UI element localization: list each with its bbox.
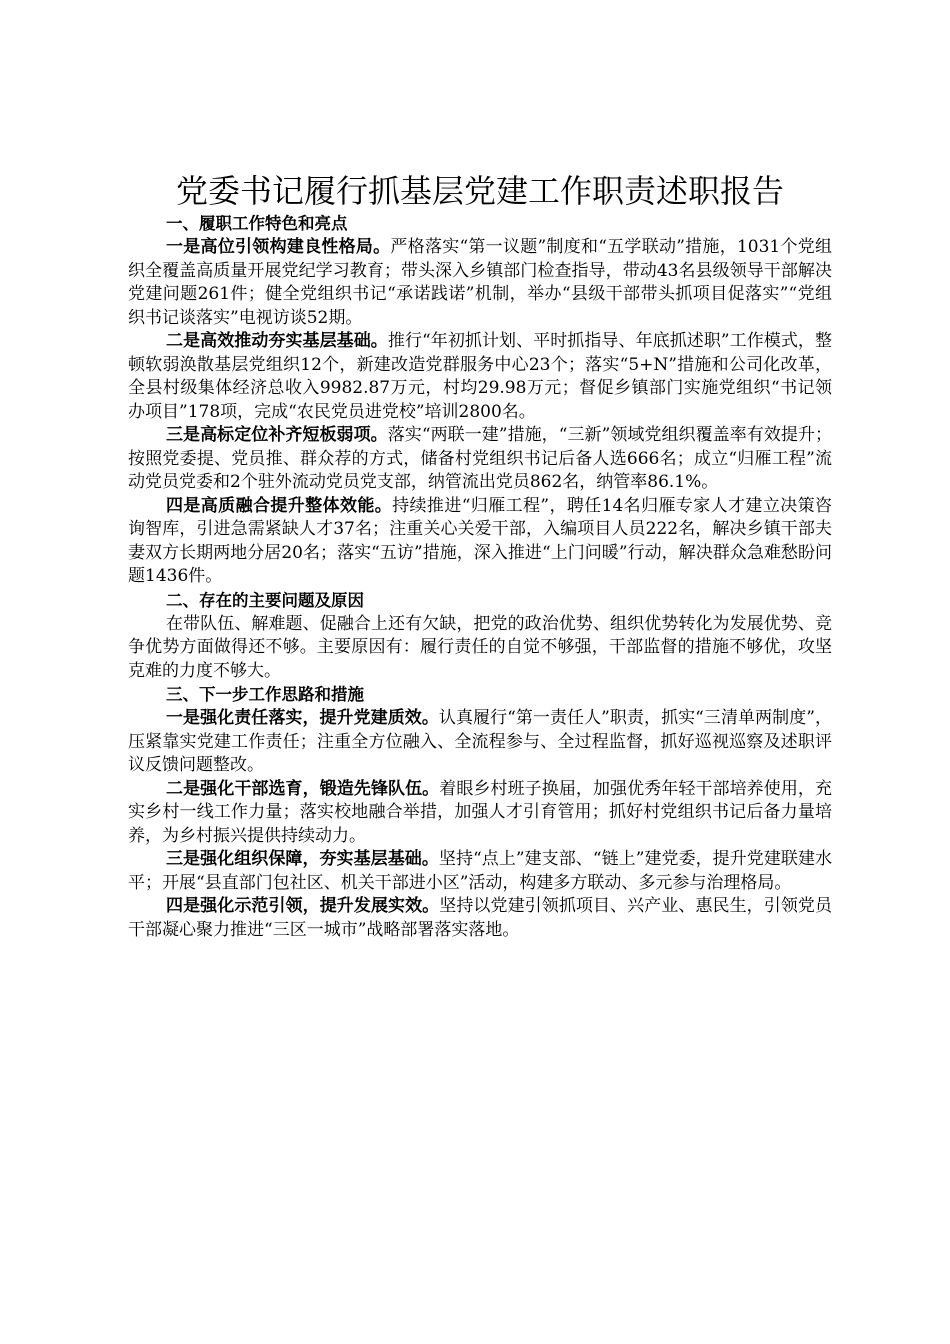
section-highlights — [128, 212, 832, 589]
paragraph-lead: 二是高效推动夯实基层基础。 — [166, 331, 388, 351]
paragraph-lead: 三是强化组织保障，夯实基层基础。 — [166, 849, 439, 869]
paragraph — [128, 424, 832, 495]
paragraph-text: 坚持“点上”建支部、“链上”建党委，提升党建联建水平；开展“县直部门包社区、机关干部进小区”活动，构建多方联动、多元参与治理格局。 — [128, 849, 833, 893]
section-heading: 一、履职工作特色和亮点 — [166, 214, 348, 233]
paragraph-lead: 三是高标定位补齐短板弱项。 — [166, 425, 388, 445]
paragraph — [128, 895, 832, 942]
paragraph-text: 在带队伍、解难题、促融合上还有欠缺，把党的政治优势、组织优势转化为发展优势、竞争优势方面做得还不够。主要原因有：履行责任的自觉不够强，干部监督的措施不够优，攻坚克难的力度不够大。 — [128, 613, 832, 681]
section-problems — [128, 589, 832, 684]
paragraph-lead: 二是强化干部选育，锻造先锋队伍。 — [166, 778, 440, 799]
paragraph — [128, 613, 832, 684]
section-heading: 二、存在的主要问题及原因 — [166, 590, 364, 610]
paragraph-lead: 四是强化示范引领，提升发展实效。 — [166, 896, 440, 916]
paragraph — [128, 848, 832, 895]
section-heading: 三、下一步工作思路和措施 — [166, 685, 364, 704]
document-page — [128, 170, 832, 942]
paragraph-text: 严格落实“第一议题”制度和“五学联动”措施，1031个党组织全覆盖高质量开展党纪学习教育；带头深入乡镇部门检查指导，带动43名县级领导干部解决党建问题261件；健全党组织书记“承诺践诺”机制，举办“县级干部带头抓项目促落实”“党组织书记谈落实”电视访谈52期。 — [128, 237, 833, 328]
paragraph-text: 落实“两联一建”措施，“三新”领域党组织覆盖率有效提升；按照党委提、党员推、群众荐的方式，储备村党组织书记后备人选666名；成立“归雁工程”流动党员党委和2个驻外流动党员党支部，纳管流出党员862名，纳管率86.1%。 — [128, 425, 833, 492]
paragraph-text: 持续推进“归雁工程”，聘任14名归雁专家人才建立决策咨询智库，引进急需紧缺人才37名；注重关心关爱干部，入编项目人员222名，解决乡镇干部夫妻双方长期两地分居20名；落实“五访”措施，深入推进“上门问暖”行动，解决群众急难愁盼问题1436件。 — [128, 495, 833, 586]
paragraph — [128, 495, 832, 589]
paragraph-text: 认真履行“第一责任人”职责，抓实“三清单两制度”，压紧靠实党建工作责任；注重全方位融入、全流程参与、全过程监督，抓好巡视巡察及述职评议反馈问题整改。 — [128, 708, 833, 775]
paragraph — [128, 707, 832, 778]
paragraph-text: 坚持以党建引领抓项目、兴产业、惠民生，引领党员干部凝心聚力推进“三区一城市”战略部署落实落地。 — [128, 896, 833, 940]
document-title: 党委书记履行抓基层党建工作职责述职报告 — [175, 172, 784, 210]
paragraph-text: 着眼乡村班子换届，加强优秀年轻干部培养使用，充实乡村一线工作力量；落实校地融合举措，加强人才引育管用；抓好村党组织书记后备力量培养，为乡村振兴提供持续动力。 — [128, 778, 833, 846]
paragraph — [128, 778, 832, 849]
paragraph — [128, 236, 832, 330]
paragraph-text: 推行“年初抓计划、平时抓指导、年底抓述职”工作模式，整顿软弱涣散基层党组织12个，新建改造党群服务中心23个；落实“5+N”措施和公司化改革，全县村级集体经济总收入9982.87万元，村均29.98万元；督促乡镇部门实施党组织“书记领办项目”178项，完成“农民党员进党校”培训2800名。 — [128, 331, 832, 422]
paragraph-lead: 一是强化责任落实，提升党建质效。 — [166, 708, 439, 728]
paragraph-lead: 四是高质融合提升整体效能。 — [166, 495, 393, 516]
paragraph — [128, 330, 832, 424]
section-next-steps — [128, 683, 832, 942]
paragraph-lead: 一是高位引领构建良性格局。 — [166, 237, 391, 257]
